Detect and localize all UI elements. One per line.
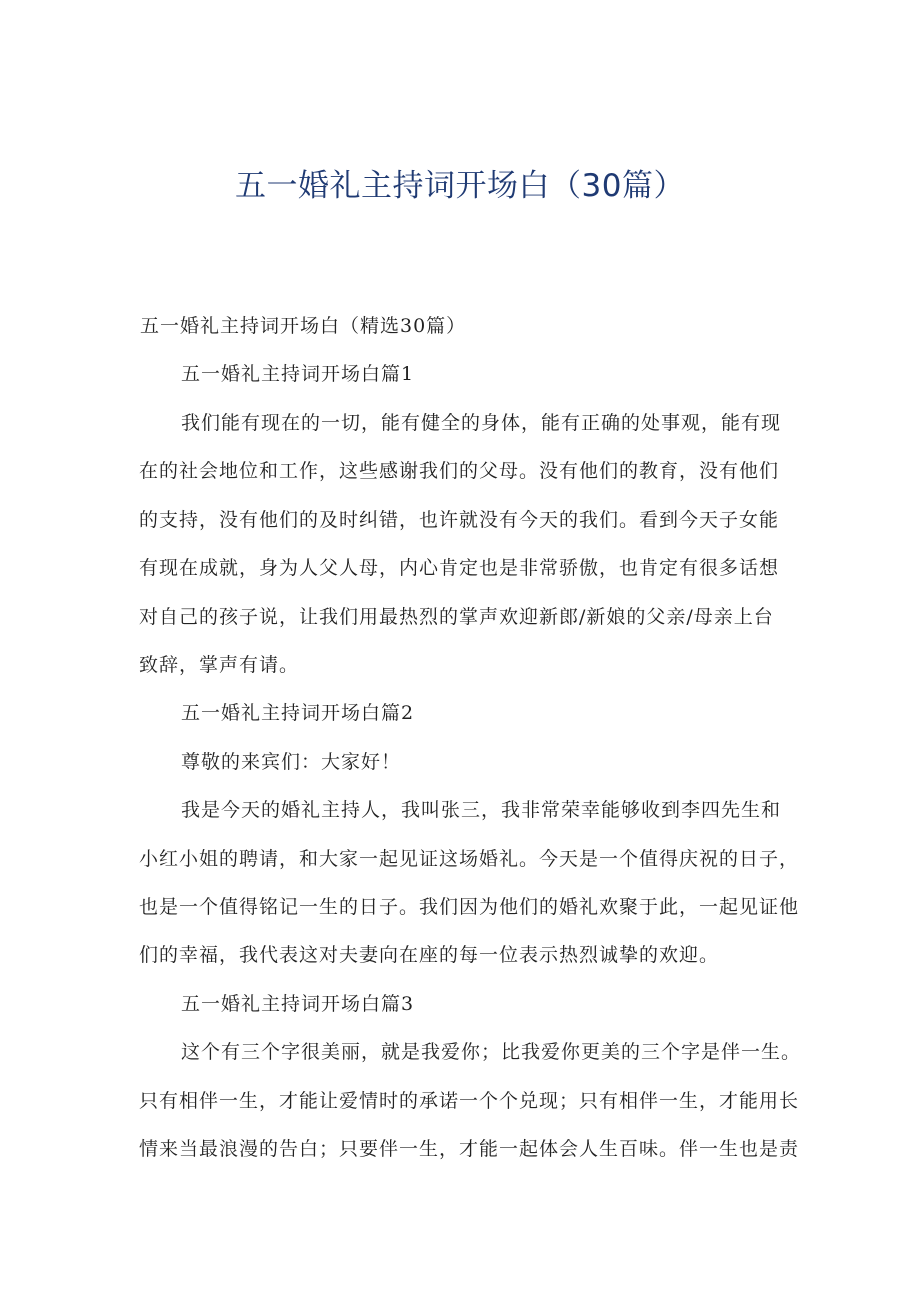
paragraph-line: 也是一个值得铭记一生的日子。我们因为他们的婚礼欢聚于此，一起见证他 — [139, 896, 800, 918]
paragraph-line: 小红小姐的聘请，和大家一起见证这场婚礼。今天是一个值得庆祝的日子， — [139, 848, 800, 870]
paragraph-line: 致辞，掌声有请。 — [139, 654, 300, 676]
section-heading-3: 五一婚礼主持词开场白篇3 — [181, 993, 415, 1015]
paragraph-line: 的支持，没有他们的及时纠错，也许就没有今天的我们。看到今天子女能 — [139, 509, 780, 531]
paragraph-line: 这个有三个字很美丽，就是我爱你；比我爱你更美的三个字是伴一生。 — [181, 1041, 802, 1063]
paragraph-line: 情来当最浪漫的告白；只要伴一生，才能一起体会人生百味。伴一生也是责 — [139, 1138, 800, 1160]
section-heading-2: 五一婚礼主持词开场白篇2 — [181, 702, 415, 724]
document-title: 五一婚礼主持词开场白（30篇） — [235, 168, 685, 204]
subtitle-line: 五一婚礼主持词开场白（精选30篇） — [140, 315, 467, 337]
paragraph-line: 对自己的孩子说，让我们用最热烈的掌声欢迎新郎/新娘的父亲/母亲上台 — [139, 606, 774, 628]
paragraph-line: 我是今天的婚礼主持人，我叫张三，我非常荣幸能够收到李四先生和 — [181, 799, 782, 821]
greeting-line: 尊敬的来宾们：大家好！ — [181, 751, 402, 773]
paragraph-line: 在的社会地位和工作，这些感谢我们的父母。没有他们的教育，没有他们 — [139, 460, 780, 482]
paragraph-line: 只有相伴一生，才能让爱情时的承诺一个个兑现；只有相伴一生，才能用长 — [139, 1090, 800, 1112]
paragraph-line: 们的幸福，我代表这对夫妻向在座的每一位表示热烈诚挚的欢迎。 — [139, 944, 720, 966]
section-heading-1: 五一婚礼主持词开场白篇1 — [181, 363, 415, 385]
paragraph-line: 有现在成就，身为人父人母，内心肯定也是非常骄傲，也肯定有很多话想 — [139, 557, 780, 579]
paragraph-line: 我们能有现在的一切，能有健全的身体，能有正确的处事观，能有现 — [181, 412, 782, 434]
